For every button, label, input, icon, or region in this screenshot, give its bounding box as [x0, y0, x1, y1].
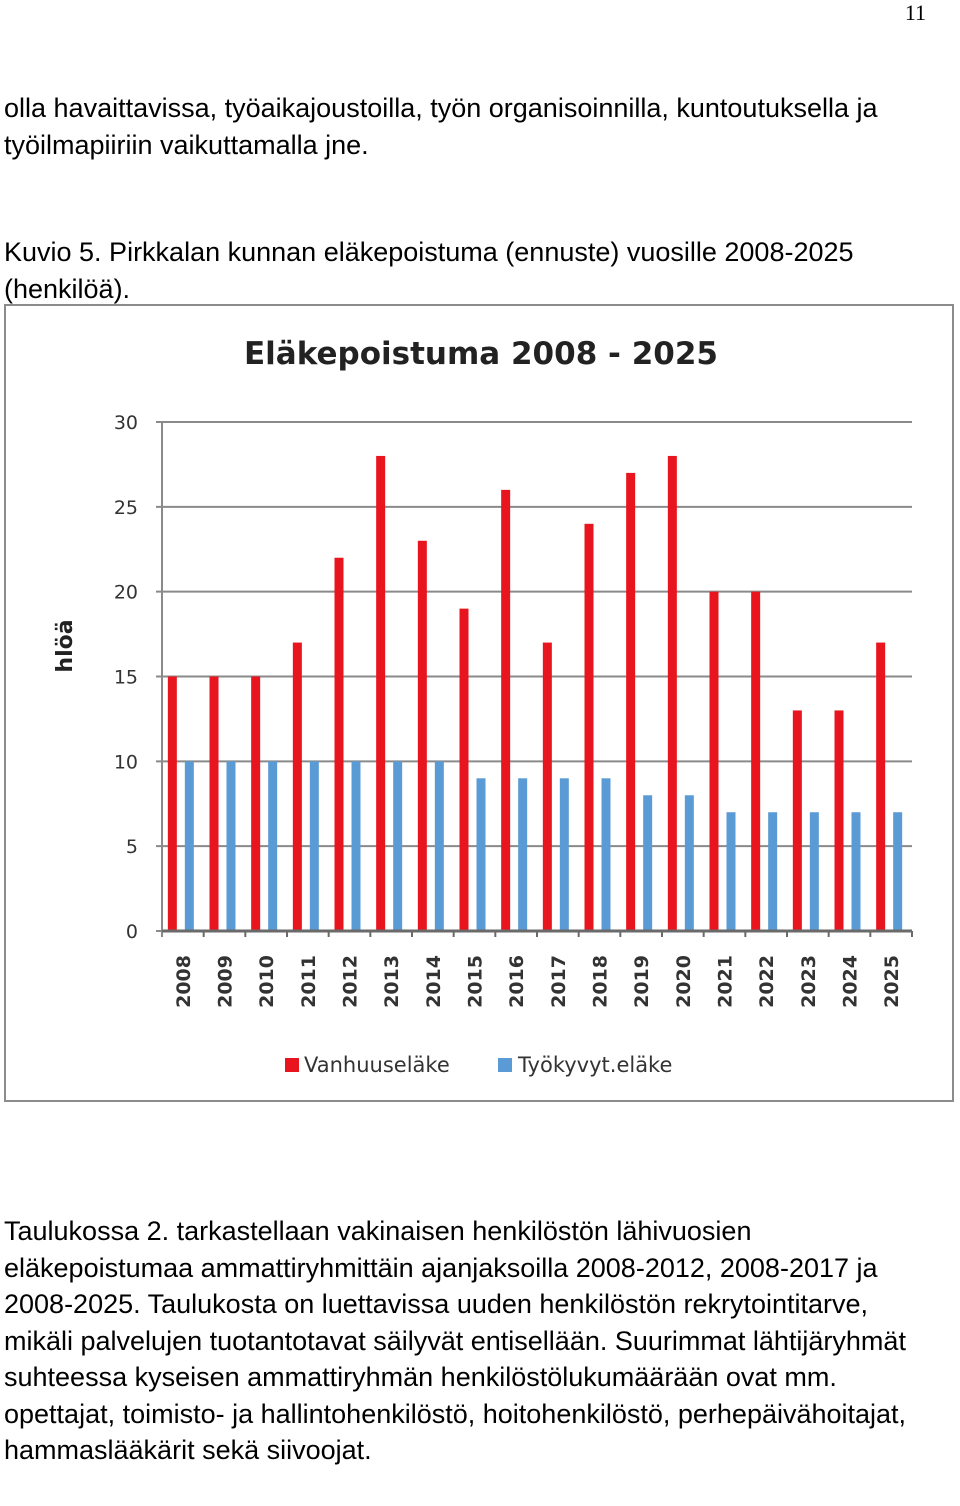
bar-tyokyvyt-elake-2022 [768, 812, 777, 931]
page-number: 11 [904, 0, 926, 25]
legend-label-tyokyvyt-elake: Työkyvyt.eläke [518, 1053, 673, 1077]
bar-tyokyvyt-elake-2017 [560, 778, 569, 931]
bar-tyokyvyt-elake-2010 [268, 761, 277, 931]
bar-tyokyvyt-elake-2009 [227, 761, 236, 931]
x-tick-label: 2012 [339, 955, 362, 1008]
y-tick-label: 20 [113, 581, 138, 604]
bar-vanhuuselake-2016 [501, 490, 510, 931]
bar-vanhuuselake-2019 [626, 473, 635, 931]
bar-vanhuuselake-2020 [668, 456, 677, 931]
x-tick-label: 2009 [214, 955, 237, 1008]
bar-tyokyvyt-elake-2013 [393, 761, 402, 931]
bar-tyokyvyt-elake-2014 [435, 761, 444, 931]
x-tick-label: 2025 [881, 955, 904, 1008]
bar-vanhuuselake-2008 [168, 677, 177, 932]
bar-vanhuuselake-2017 [543, 643, 552, 931]
x-tick-label: 2008 [172, 955, 195, 1008]
x-tick-label: 2022 [756, 955, 779, 1008]
x-tick-label: 2015 [464, 955, 487, 1008]
x-tick-label: 2021 [714, 955, 737, 1008]
bar-vanhuuselake-2025 [876, 643, 885, 931]
bar-tyokyvyt-elake-2021 [727, 812, 736, 931]
x-tick-label: 2023 [797, 955, 820, 1008]
bar-vanhuuselake-2024 [835, 710, 844, 931]
y-tick-label: 25 [113, 496, 138, 519]
bar-tyokyvyt-elake-2025 [893, 812, 902, 931]
bar-tyokyvyt-elake-2015 [477, 778, 486, 931]
bar-vanhuuselake-2021 [710, 592, 719, 931]
x-tick-label: 2018 [589, 955, 612, 1008]
intro-paragraph: olla havaittavissa, työaikajoustoilla, työn organisoinnilla, kuntoutuksella ja työilmapiiriin vaikuttamalla jne. [4, 93, 878, 160]
legend-swatch-tyokyvyt-elake [498, 1058, 512, 1072]
y-tick-label: 15 [113, 666, 138, 689]
bar-tyokyvyt-elake-2020 [685, 795, 694, 931]
y-tick-label: 30 [113, 412, 138, 434]
bar-vanhuuselake-2022 [751, 592, 760, 931]
bar-tyokyvyt-elake-2016 [518, 778, 527, 931]
chart-title: Eläkepoistuma 2008 - 2025 [243, 336, 719, 372]
bar-vanhuuselake-2014 [418, 541, 427, 931]
x-tick-label: 2017 [547, 955, 570, 1008]
bar-vanhuuselake-2023 [793, 710, 802, 931]
bar-tyokyvyt-elake-2011 [310, 761, 319, 931]
x-tick-label: 2016 [506, 955, 529, 1008]
x-tick-label: 2013 [381, 955, 404, 1008]
bar-vanhuuselake-2015 [460, 609, 469, 931]
bar-tyokyvyt-elake-2023 [810, 812, 819, 931]
bar-chart [6, 306, 952, 1100]
x-tick-label: 2019 [631, 955, 654, 1008]
body-paragraph: Taulukossa 2. tarkastellaan vakinaisen henkilöstön lähivuosien eläkepoistumaa ammattiryhmittäin ajanjaksoilla 2008-2012, 2008-2017 ja 2008-2025. Taulukosta on luettavissa uuden henkilöstön rekrytointitarve, mikäli palvelujen tuotantotavat säilyvät entisellään. Suurimmat lähtijäryhmät suhteessa kyseisen ammattiryhmän henkilöstölukumäärään ovat mm. opettajat, toimisto- ja hallintohenkilöstö, hoitohenkilöstö, perhepäivähoitajat, hammaslääkärit sekä siivoojat. [4, 1216, 907, 1465]
bar-vanhuuselake-2012 [335, 558, 344, 931]
x-tick-label: 2020 [672, 955, 695, 1008]
bar-vanhuuselake-2013 [376, 456, 385, 931]
bar-vanhuuselake-2009 [210, 677, 219, 932]
y-axis-label: hlöä [53, 619, 78, 673]
bar-vanhuuselake-2011 [293, 643, 302, 931]
x-tick-label: 2014 [422, 955, 445, 1008]
y-tick-label: 5 [125, 836, 138, 859]
bar-vanhuuselake-2018 [585, 524, 594, 931]
chart-frame [4, 304, 954, 1102]
bar-tyokyvyt-elake-2008 [185, 761, 194, 931]
x-tick-label: 2011 [297, 955, 320, 1008]
legend-label-vanhuuselake: Vanhuuseläke [304, 1053, 450, 1077]
bar-vanhuuselake-2010 [251, 677, 260, 932]
bar-tyokyvyt-elake-2024 [852, 812, 861, 931]
figure-caption: Kuvio 5. Pirkkalan kunnan eläkepoistuma (ennuste) vuosille 2008-2025 (henkilöä). [4, 237, 854, 304]
bar-tyokyvyt-elake-2012 [352, 761, 361, 931]
legend-swatch-vanhuuselake [285, 1058, 299, 1072]
y-tick-label: 10 [113, 751, 138, 774]
x-tick-label: 2024 [839, 955, 862, 1008]
y-tick-label: 0 [125, 921, 138, 943]
bar-tyokyvyt-elake-2018 [602, 778, 611, 931]
x-tick-label: 2010 [256, 955, 279, 1008]
bar-tyokyvyt-elake-2019 [643, 795, 652, 931]
